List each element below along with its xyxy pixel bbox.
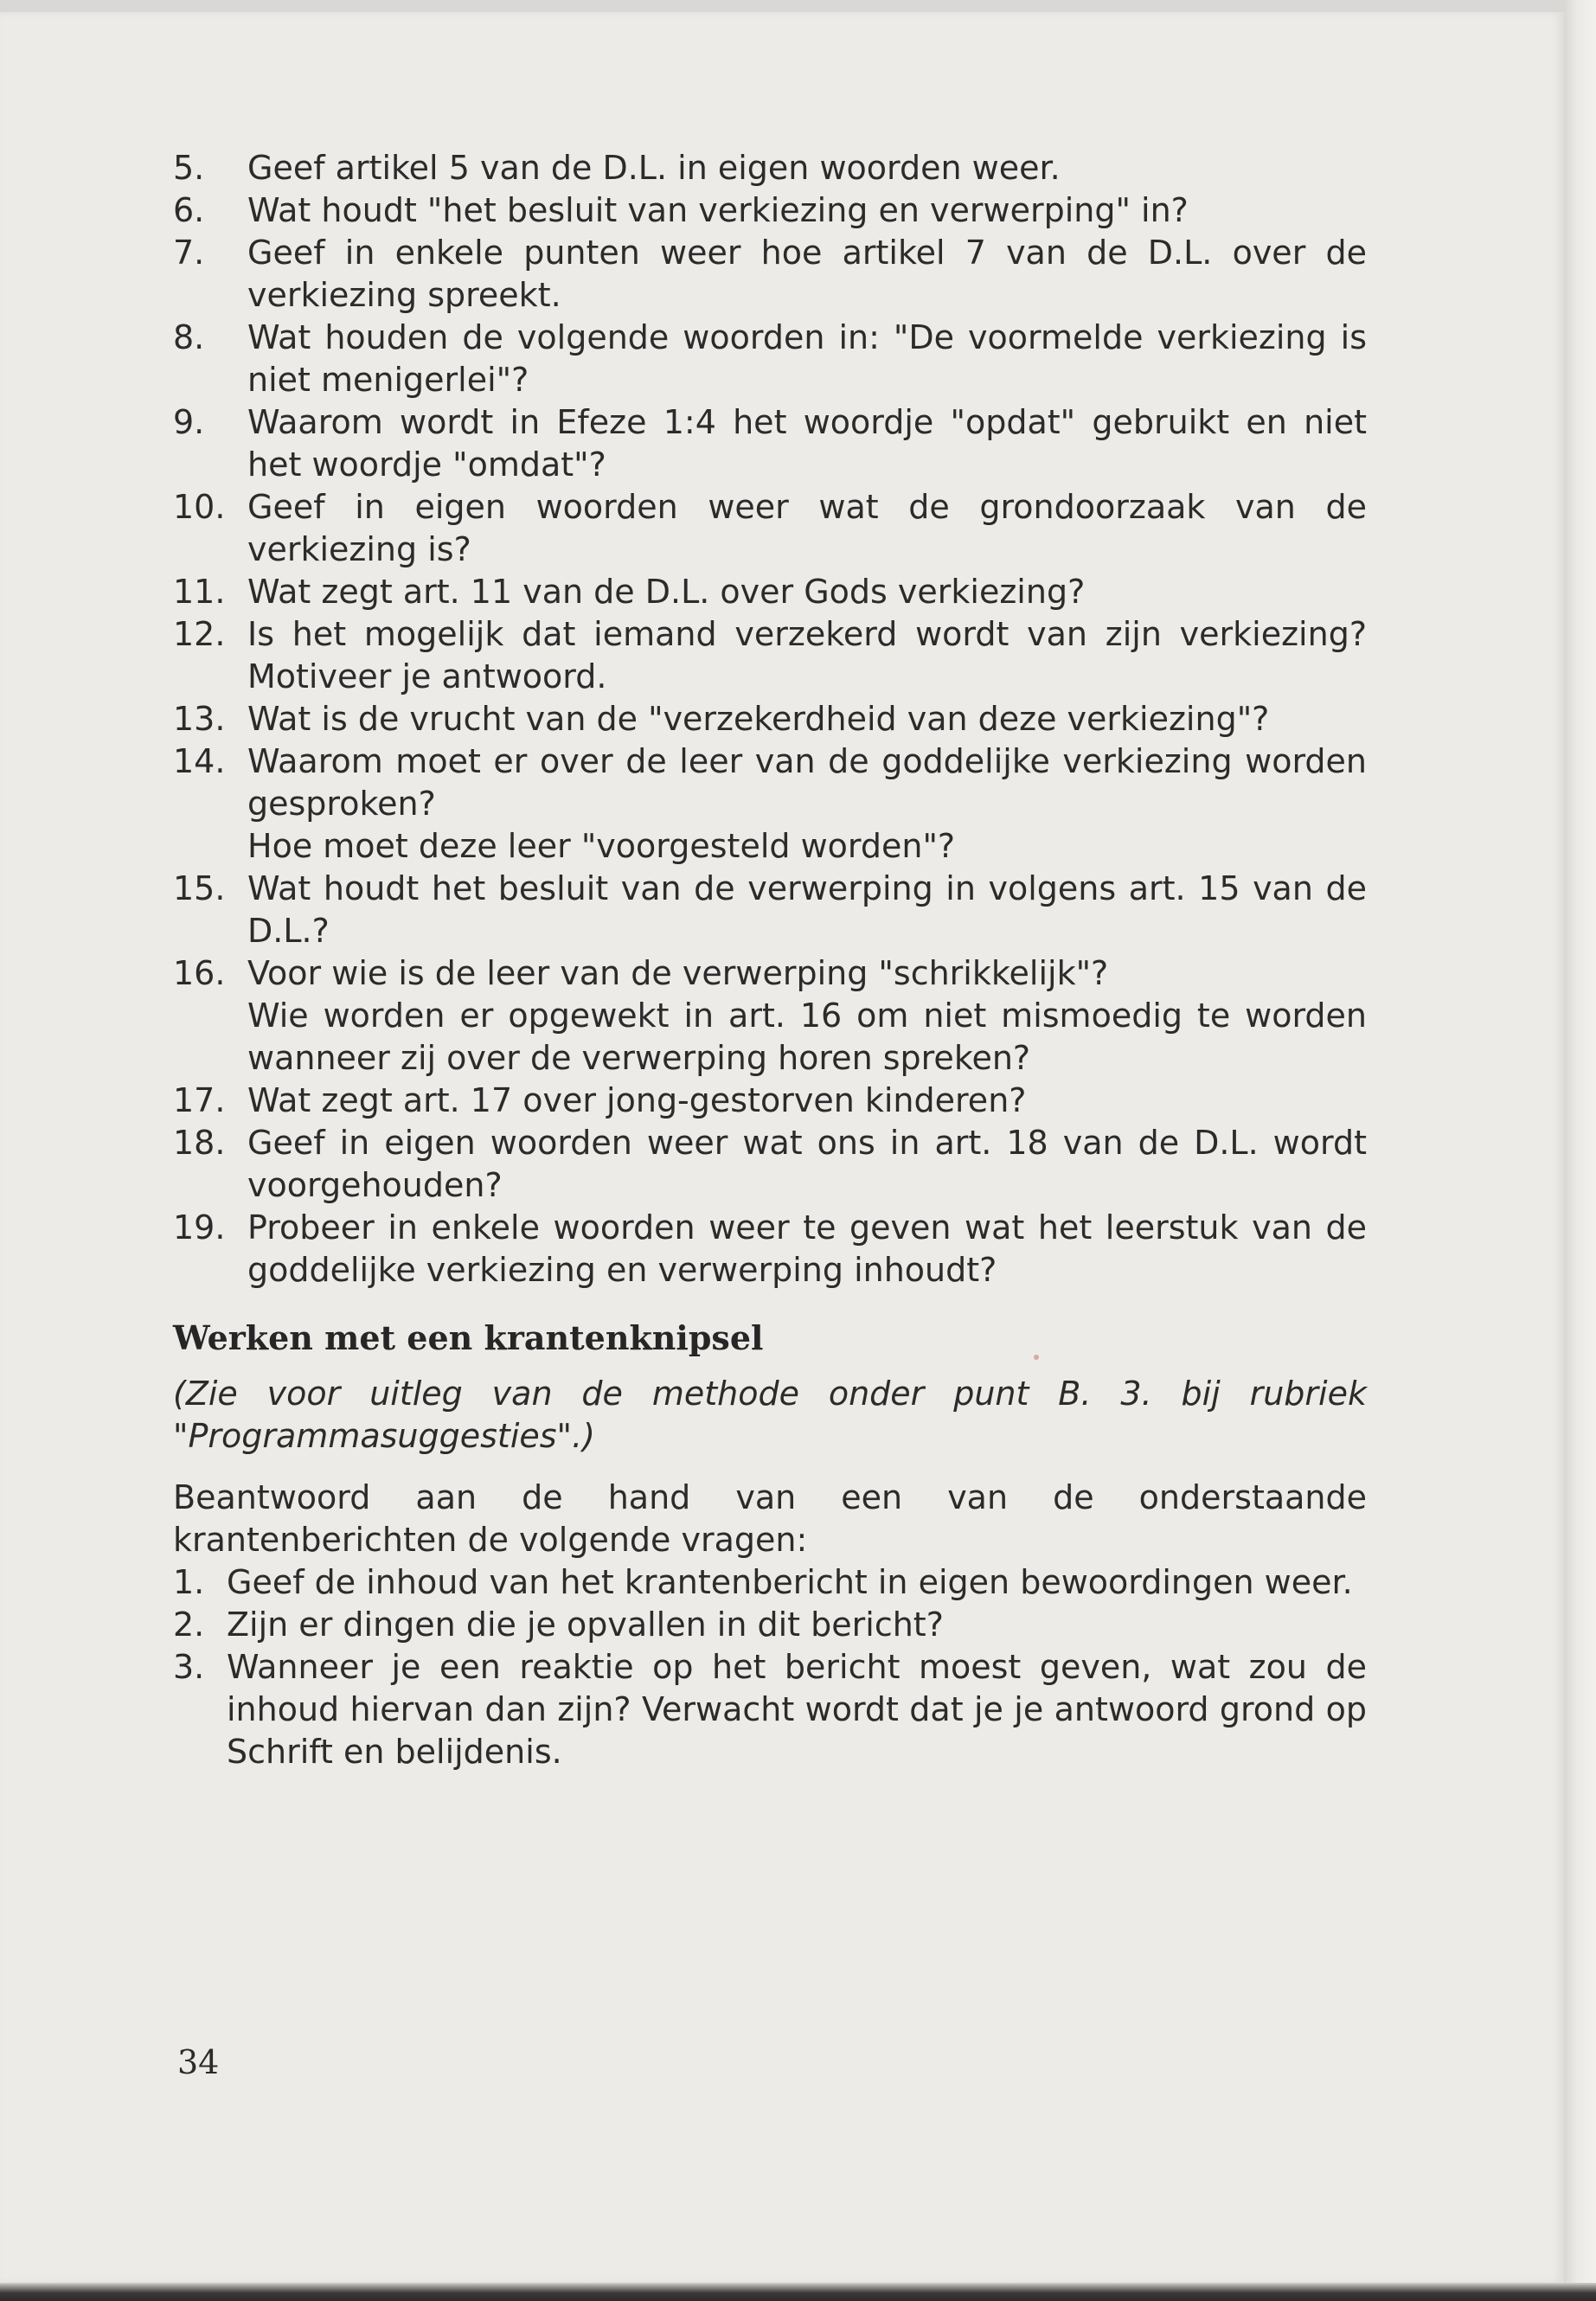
question-item	[173, 571, 1367, 613]
page-number: 34	[177, 2043, 220, 2081]
question-item	[173, 613, 1367, 698]
question-item	[173, 1207, 1367, 1292]
list-item	[173, 1646, 1367, 1773]
question-item	[173, 1122, 1367, 1207]
question-item	[173, 952, 1367, 1080]
question-item	[173, 189, 1367, 232]
method-note: (Zie voor uitleg van de methode onder punt B. 3. bij rubriek "Programmasuggesties".)	[173, 1375, 1367, 1455]
question-item	[173, 147, 1367, 189]
paper-speck	[1034, 1355, 1039, 1360]
question-list	[173, 147, 1367, 1292]
question-number: 6.	[173, 191, 205, 229]
page-content	[173, 147, 1367, 1773]
page-edge-bottom	[0, 2283, 1596, 2301]
question-number: 13.	[173, 700, 226, 738]
question-number: 10.	[173, 488, 226, 526]
question-item	[173, 868, 1367, 952]
question-item	[173, 232, 1367, 317]
section-heading: Werken met een krantenknipsel	[173, 1318, 764, 1357]
question-item	[173, 1080, 1367, 1122]
instruction-text: Beantwoord aan de hand van een van de onderstaande krantenberichten de volgende vragen:	[173, 1478, 1367, 1559]
question-number: 5.	[173, 149, 205, 187]
question-number: 16.	[173, 954, 226, 992]
question-text: Geef in eigen woorden weer wat de grondoorzaak van de verkiezing is?	[247, 488, 1367, 568]
question-body	[247, 740, 1367, 868]
question-text: Probeer in enkele woorden weer te geven wat het leerstuk van de goddelijke verkiezing en verwerping inhoudt?	[247, 1208, 1367, 1289]
question-item	[173, 486, 1367, 571]
question-number: 12.	[173, 615, 226, 653]
question-followup: Hoe moet deze leer "voorgesteld worden"?	[247, 827, 956, 865]
list-item	[173, 1604, 1367, 1646]
page-edge-right	[1564, 0, 1596, 2301]
question-text: Wat houdt het besluit van de verwerping in volgens art. 15 van de D.L.?	[247, 869, 1367, 950]
question-number: 11.	[173, 573, 226, 611]
question-number: 8.	[173, 318, 205, 356]
question-body	[247, 952, 1367, 1080]
question-number: 7.	[173, 234, 205, 272]
question-text: Wat zegt art. 11 van de D.L. over Gods verkiezing?	[247, 573, 1086, 611]
question-text: Waarom moet er over de leer van de goddelijke verkiezing worden gesproken?	[247, 742, 1367, 823]
question-text: Is het mogelijk dat iemand verzekerd wordt van zijn verkiezing? Motiveer je antwoord.	[247, 615, 1367, 695]
newspaper-question-list	[173, 1561, 1367, 1773]
question-item	[173, 698, 1367, 740]
item-number: 1.	[173, 1563, 205, 1601]
question-number: 15.	[173, 869, 226, 907]
question-text: Geef in eigen woorden weer wat ons in art. 18 van de D.L. wordt voorgehouden?	[247, 1124, 1367, 1204]
list-item	[173, 1561, 1367, 1604]
question-followup: Wie worden er opgewekt in art. 16 om niet mismoedig te worden wanneer zij over de verwerping horen spreken?	[247, 997, 1367, 1077]
question-item	[173, 317, 1367, 401]
item-number: 3.	[173, 1648, 205, 1686]
item-text: Geef de inhoud van het krantenbericht in eigen bewoordingen weer.	[227, 1563, 1353, 1601]
question-number: 14.	[173, 742, 226, 780]
question-number: 19.	[173, 1208, 226, 1247]
question-number: 18.	[173, 1124, 226, 1162]
question-item	[173, 401, 1367, 486]
question-item	[173, 740, 1367, 868]
question-text: Geef in enkele punten weer hoe artikel 7 van de D.L. over de verkiezing spreekt.	[247, 234, 1367, 314]
question-number: 17.	[173, 1081, 226, 1119]
item-text: Zijn er dingen die je opvallen in dit bericht?	[227, 1606, 944, 1644]
item-text: Wanneer je een reaktie op het bericht moest geven, wat zou de inhoud hiervan dan zijn? Verwacht wordt dat je je antwoord grond op Schrift en belijdenis.	[227, 1648, 1367, 1771]
question-text: Geef artikel 5 van de D.L. in eigen woorden weer.	[247, 149, 1061, 187]
question-text: Wat zegt art. 17 over jong-gestorven kinderen?	[247, 1081, 1027, 1119]
item-number: 2.	[173, 1606, 205, 1644]
question-text: Waarom wordt in Efeze 1:4 het woordje "opdat" gebruikt en niet het woordje "omdat"?	[247, 403, 1367, 484]
question-number: 9.	[173, 403, 205, 441]
question-text: Wat houdt "het besluit van verkiezing en verwerping" in?	[247, 191, 1189, 229]
question-text: Wat houden de volgende woorden in: "De voormelde verkiezing is niet menigerlei"?	[247, 318, 1367, 399]
question-text: Wat is de vrucht van de "verzekerdheid van deze verkiezing"?	[247, 700, 1270, 738]
question-text: Voor wie is de leer van de verwerping "schrikkelijk"?	[247, 954, 1109, 992]
